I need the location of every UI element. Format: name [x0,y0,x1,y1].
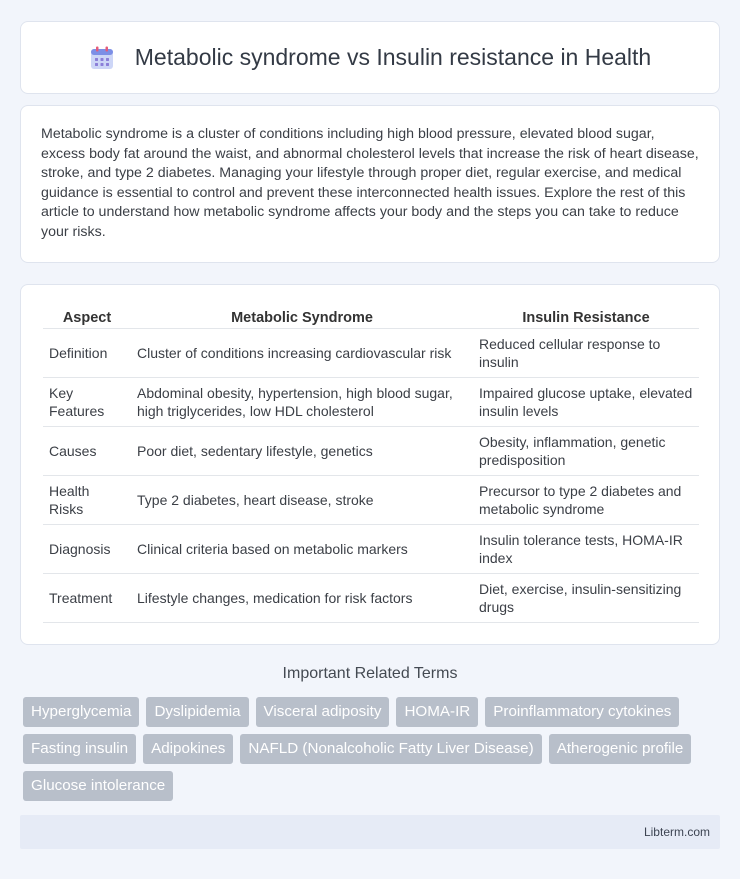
table-cell: Diagnosis [43,525,131,574]
table-cell: Diet, exercise, insulin-sensitizing drugs [473,574,699,623]
table-cell: Precursor to type 2 diabetes and metabolic syndrome [473,476,699,525]
table-cell: Cluster of conditions increasing cardiovascular risk [131,329,473,378]
table-cell: Lifestyle changes, medication for risk factors [131,574,473,623]
table-cell: Key Features [43,378,131,427]
intro-card [20,105,720,263]
tag-nafld[interactable]: NAFLD (Nonalcoholic Fatty Liver Disease) [240,734,541,764]
intro-text: Metabolic syndrome is a cluster of conditions including high blood pressure, elevated blood sugar, excess body fat around the waist, and abnormal cholesterol levels that increase the risk of heart disease, stroke, and type 2 diabetes. Managing your lifestyle through proper diet, regular exercise, and medical guidance is essential to control and prevent these interconnected health issues. Explore the rest of this article to understand how metabolic syndrome affects your body and the steps you can take to reduce your risks. [41,126,699,240]
table-cell: Impaired glucose uptake, elevated insulin levels [473,378,699,427]
calendar-icon [89,45,115,71]
table-cell: Poor diet, sedentary lifestyle, genetics [131,427,473,476]
table-cell: Clinical criteria based on metabolic markers [131,525,473,574]
table-cell: Obesity, inflammation, genetic predisposition [473,427,699,476]
table-row [43,476,699,525]
table-row [43,329,699,378]
footer-site-link[interactable]: Libterm.com [643,825,710,839]
header-metabolic-syndrome: Metabolic Syndrome [131,303,473,329]
table-cell: Health Risks [43,476,131,525]
title-wrap [89,44,651,71]
table-cell: Definition [43,329,131,378]
tag-glucose-intolerance[interactable]: Glucose intolerance [23,771,173,801]
table-cell: Insulin tolerance tests, HOMA-IR index [473,525,699,574]
table-cell: Type 2 diabetes, heart disease, stroke [131,476,473,525]
tag-visceral-adiposity[interactable]: Visceral adiposity [256,697,390,727]
header-card [20,21,720,94]
tag-dyslipidemia[interactable]: Dyslipidemia [146,697,248,727]
related-terms-title: Important Related Terms [282,665,458,682]
tag-homa-ir[interactable]: HOMA-IR [396,697,478,727]
table-cell: Reduced cellular response to insulin [473,329,699,378]
page-title: Metabolic syndrome vs Insulin resistance in Health [134,44,652,70]
tag-fasting-insulin[interactable]: Fasting insulin [23,734,136,764]
table-row [43,378,699,427]
comparison-table-card [20,284,720,645]
footer [20,815,720,849]
table-cell: Treatment [43,574,131,623]
tag-atherogenic-profile[interactable]: Atherogenic profile [549,734,692,764]
tag-adipokines[interactable]: Adipokines [143,734,233,764]
header-aspect: Aspect [43,303,131,329]
table-header-row [43,303,699,329]
table-cell: Abdominal obesity, hypertension, high blood sugar, high triglycerides, low HDL cholesterol [131,378,473,427]
header-insulin-resistance: Insulin Resistance [473,303,699,329]
related-terms-tags [23,697,723,801]
table-row [43,427,699,476]
comparison-table [43,303,699,623]
tag-hyperglycemia[interactable]: Hyperglycemia [23,697,139,727]
tag-proinflammatory-cytokines[interactable]: Proinflammatory cytokines [485,697,679,727]
table-row [43,525,699,574]
table-cell: Causes [43,427,131,476]
table-row [43,574,699,623]
